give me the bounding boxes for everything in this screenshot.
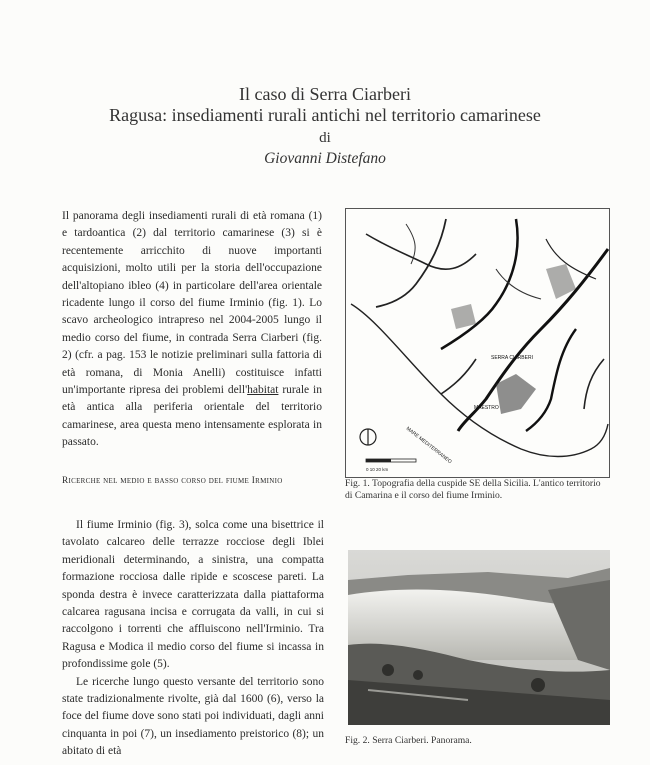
figure-2-caption: Fig. 2. Serra Ciarberi. Panorama. bbox=[345, 735, 472, 746]
intro-text-b: rurale in età antica alla periferia orientale del territorio camarinese, area questa meno intensamente esplorata in passato. bbox=[62, 384, 322, 449]
article-subtitle: Ragusa: insediamenti rurali antichi nel territorio camarinese bbox=[109, 105, 541, 125]
section-heading: Ricerche nel medio e basso corso del fiume Irminio bbox=[62, 476, 283, 486]
map-scale-label: 0 10 20 km bbox=[366, 467, 389, 472]
panorama-image bbox=[348, 550, 610, 725]
author-name: Giovanni Distefano bbox=[264, 150, 386, 167]
body-text bbox=[62, 517, 324, 761]
intro-text-a: Il panorama degli insediamenti rurali di età romana (1) e tardoantica (2) dal territorio camarinese (3) si è recentemente arricchito di nuove importanti acquisizioni, molto utili per la storia dell'occupazione dell'altopiano ibleo (4) in particolare dell'area orientale ricadente lungo il corso del fiume Irminio (fig. 1). Lo scavo archeologico intrapreso nel 2004-2005 lungo il medio corso del fiume, in contrada Serra Ciarberi (fig. 2) (cfr. a pag. 153 le notizie preliminari sulla fattoria di età romana, di Monia Anelli) costituisce infatti un'importante ripresa dei problemi dell' bbox=[62, 210, 322, 397]
article-title: Il caso di Serra Ciarberi bbox=[239, 84, 411, 104]
map-drawing bbox=[346, 209, 609, 477]
body-paragraph-1: Il fiume Irminio (fig. 3), solca come una bisettrice il tavolato calcareo delle terrazze rocciose degli Iblei meridionali determinando, a sinistra, una compatta formazione rocciosa dalle ripide e scoscese pareti. La sponda destra è invece caratterizzata dalla piattaforma calcarea ragusana incisa e corrugata da valli, in cui si raccolgono i torrenti che affluiscono nell'Irminio. Tra Ragusa e Modica il medio corso del fiume si incassa in profondissime gole (5). bbox=[62, 519, 324, 671]
byline-di: di bbox=[319, 130, 331, 146]
map-label-maestro: MAESTRO bbox=[474, 405, 499, 411]
body-paragraph-2: Le ricerche lungo questo versante del territorio sono state tradizionalmente rivolte, già dal 1600 (6), verso la foce del fiume dove sono stati poi individuati, dagli anni cinquanta in poi (7), un insediamento preistorico (8); un abitato di età bbox=[62, 675, 324, 758]
figure-1-caption: Fig. 1. Topografia della cuspide SE della Sicilia. L'antico territorio di Camarina e il corso del fiume Irminio. bbox=[345, 478, 601, 501]
map-label-sea: MARE MEDITERRANEO bbox=[404, 425, 453, 466]
intro-paragraph bbox=[62, 208, 322, 452]
map-label-serra: SERRA CIARBERI bbox=[491, 355, 533, 361]
figure-2-photo bbox=[348, 550, 610, 725]
figure-1-map bbox=[345, 208, 610, 478]
intro-habitat-word: habitat bbox=[247, 384, 279, 397]
